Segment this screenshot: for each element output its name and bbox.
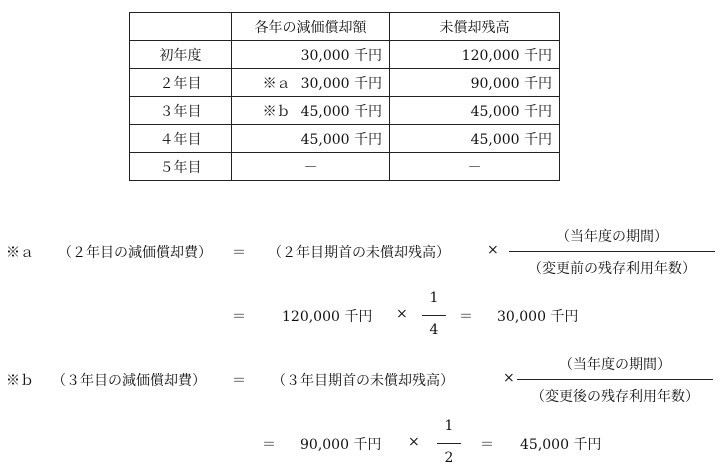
amount-value: 30,000 千円 — [300, 47, 382, 64]
equals-sign: ＝ — [459, 309, 473, 325]
note-mark: ※ａ — [262, 75, 291, 92]
equals-sign: ＝ — [232, 373, 246, 389]
row-label: 初年度 — [130, 41, 232, 69]
amount-value: 30,000 千円 — [300, 75, 382, 92]
table-row — [130, 69, 560, 97]
fraction-numerator: （当年度の期間） — [559, 357, 671, 373]
table-row — [130, 153, 560, 181]
formula-mark: ※ａ — [6, 245, 34, 261]
amount-cell — [232, 97, 390, 125]
fraction-denominator: （変更前の残存利用年数） — [528, 261, 696, 277]
formula-base: （２年目期首の未償却残高） — [268, 245, 450, 261]
amount-cell — [232, 69, 390, 97]
fraction-numerator: 1 — [444, 418, 454, 434]
balance-cell: 45,000 千円 — [390, 125, 560, 153]
multiply-sign: × — [396, 306, 408, 322]
formula-result: 30,000 千円 — [497, 309, 579, 325]
fraction-numerator: 1 — [429, 290, 439, 306]
formula-result: 45,000 千円 — [520, 437, 602, 453]
header-cell-empty — [130, 13, 232, 41]
fraction-bar — [422, 315, 446, 316]
formula-lhs: （２年目の減価償却費） — [58, 245, 212, 261]
formula-value: 120,000 千円 — [282, 309, 373, 325]
header-cell-annual-depreciation: 各年の減価償却額 — [232, 13, 390, 41]
multiply-sign: × — [408, 434, 420, 450]
row-label: ２年目 — [130, 69, 232, 97]
amount-value: 45,000 千円 — [300, 103, 382, 120]
row-label: ４年目 — [130, 125, 232, 153]
table-row — [130, 125, 560, 153]
fraction-bar — [509, 251, 715, 252]
equals-sign: ＝ — [232, 309, 246, 325]
fraction-bar — [517, 379, 713, 380]
equals-sign: ＝ — [480, 437, 494, 453]
formula-value: 90,000 千円 — [300, 437, 382, 453]
multiply-sign: × — [503, 370, 515, 386]
balance-cell: 120,000 千円 — [390, 41, 560, 69]
note-mark: ※ｂ — [262, 103, 291, 120]
fraction-denominator: 2 — [444, 450, 454, 466]
formula-lhs: （３年目の減価償却費） — [52, 373, 206, 389]
balance-cell: 90,000 千円 — [390, 69, 560, 97]
table-header-row — [130, 13, 560, 41]
fraction-numerator: （当年度の期間） — [556, 229, 668, 245]
balance-cell: － — [390, 153, 560, 181]
depreciation-table — [129, 12, 560, 181]
amount-cell — [232, 125, 390, 153]
formula-mark: ※ｂ — [6, 373, 34, 389]
formula-base: （３年目期首の未償却残高） — [272, 373, 454, 389]
amount-cell: － — [232, 153, 390, 181]
fraction-bar — [437, 443, 461, 444]
balance-cell: 45,000 千円 — [390, 97, 560, 125]
row-label: ５年目 — [130, 153, 232, 181]
fraction-denominator: （変更後の残存利用年数） — [531, 389, 699, 405]
table-row — [130, 41, 560, 69]
amount-value: 45,000 千円 — [300, 131, 382, 148]
row-label: ３年目 — [130, 97, 232, 125]
equals-sign: ＝ — [232, 245, 246, 261]
fraction-denominator: 4 — [429, 322, 439, 338]
multiply-sign: × — [487, 242, 499, 258]
equals-sign: ＝ — [262, 437, 276, 453]
amount-cell — [232, 41, 390, 69]
header-cell-remaining-balance: 未償却残高 — [390, 13, 560, 41]
table-row — [130, 97, 560, 125]
